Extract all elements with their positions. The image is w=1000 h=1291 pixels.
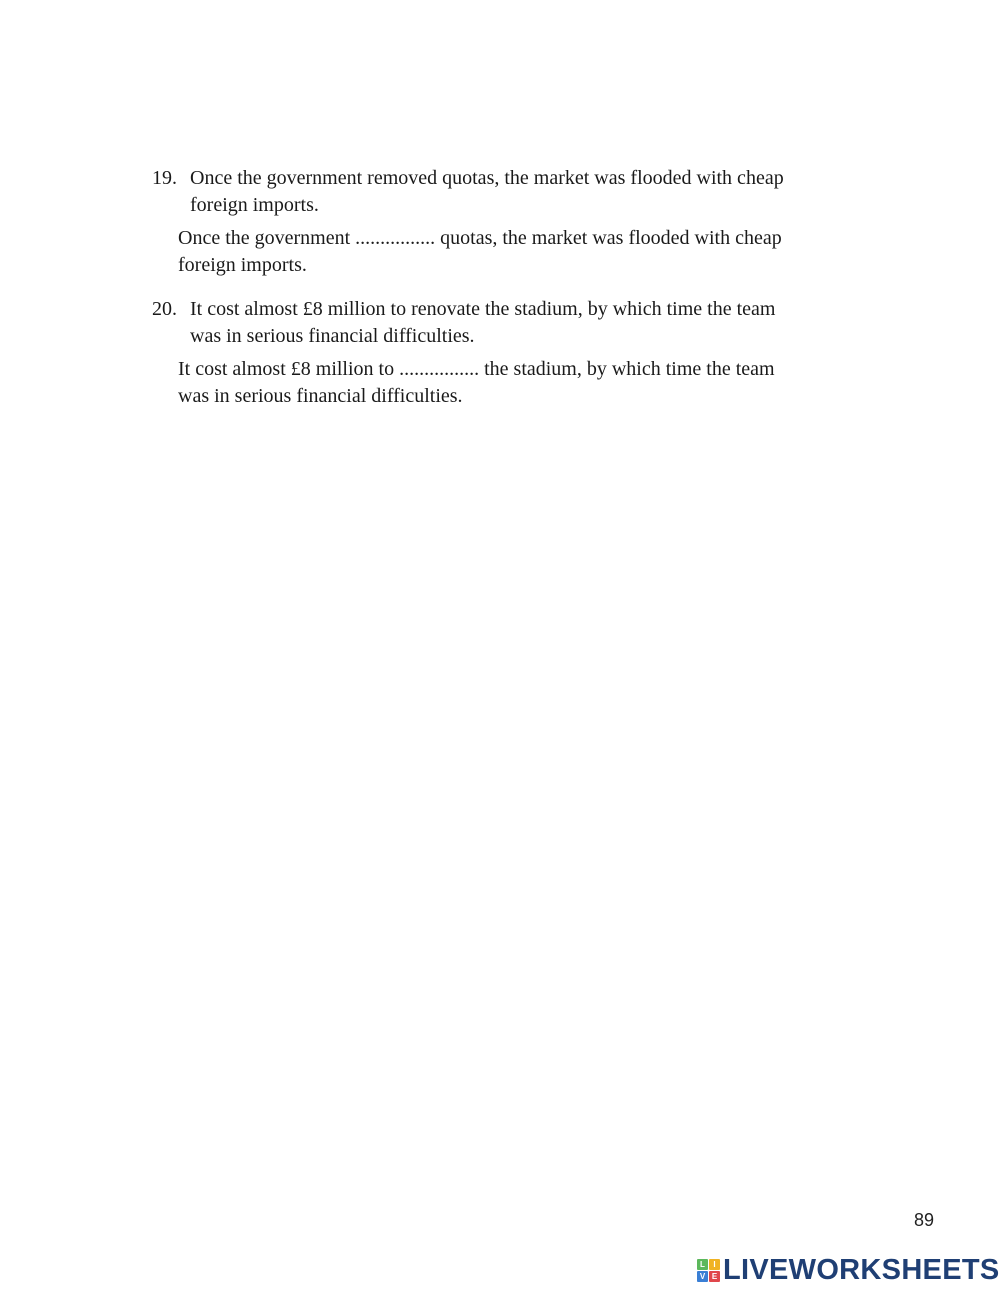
liveworksheets-logo — [697, 1254, 1000, 1286]
rewrite-sentence: It cost almost £8 million to ................ the stadium, by which time the team was in serious financial difficulties. — [152, 356, 852, 410]
brand-name: LIVEWORKSHEETS — [723, 1254, 1000, 1286]
live-logo-icon — [697, 1259, 720, 1282]
question-number: 20. — [152, 298, 177, 320]
logo-square-e: E — [709, 1271, 720, 1282]
gap-fill-line[interactable]: Once the government ................ quotas, the market was flooded with cheap — [178, 227, 782, 249]
question-20 — [152, 296, 852, 410]
original-sentence: 19. Once the government removed quotas, the market was flooded with cheap foreign imports. — [152, 167, 784, 216]
gap-fill-line[interactable]: It cost almost £8 million to ................ the stadium, by which time the team — [178, 358, 775, 380]
logo-square-l: L — [697, 1259, 708, 1270]
rewrite-sentence: Once the government ................ quotas, the market was flooded with cheap foreign imports. — [152, 225, 852, 279]
logo-square-v: V — [697, 1271, 708, 1282]
original-sentence: 20. It cost almost £8 million to renovate the stadium, by which time the team was in serious financial difficulties. — [152, 298, 776, 347]
question-19 — [152, 165, 852, 279]
logo-square-i: I — [709, 1259, 720, 1270]
page-number: 89 — [914, 1210, 935, 1230]
question-number: 19. — [152, 167, 177, 189]
